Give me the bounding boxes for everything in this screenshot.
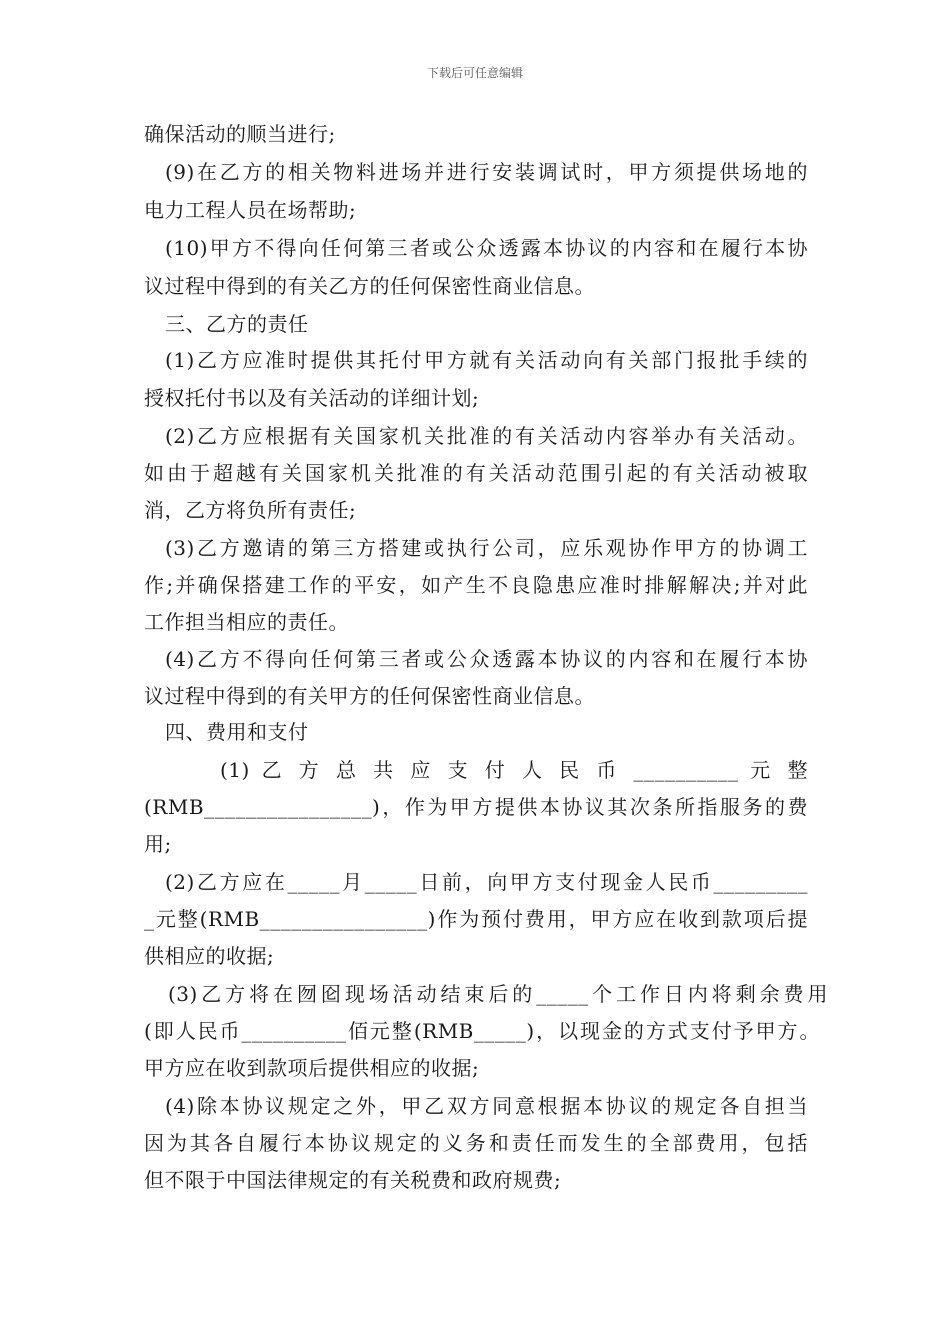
- text-line: 议过程中得到的有关甲方的任何保密性商业信息。: [144, 684, 595, 708]
- text-line: 用;: [144, 832, 172, 856]
- text-line: _元整(RMB________________)作为预付费用，甲方应在收到款项后提: [144, 907, 808, 931]
- text-line: 电力工程人员在场帮助;: [144, 198, 357, 222]
- text-line: (RMB________________)，作为甲方提供本协议其次条所指服务的费: [144, 795, 808, 819]
- text-line: (2)乙方应在_____月_____日前，向甲方支付现金人民币_________: [165, 870, 808, 894]
- text-line: (即人民币__________佰元整(RMB_____)，以现金的方式支付予甲方。: [144, 1019, 820, 1043]
- section-heading: 三、乙方的责任: [165, 312, 309, 336]
- text-line: 授权托付书以及有关活动的详细计划;: [144, 386, 480, 410]
- page-header: 下载后可任意编辑: [426, 66, 523, 80]
- section-heading: 四、费用和支付: [165, 720, 309, 744]
- text-line: (9)在乙方的相关物料进场并进行安装调试时，甲方须提供场地的: [165, 160, 808, 184]
- text-line: 因为其各自履行本协议规定的义务和责任而发生的全部费用，包括: [144, 1131, 808, 1155]
- text-line: (3)乙方邀请的第三方搭建或执行公司，应乐观协作甲方的协调工: [165, 536, 808, 560]
- text-line: 作;并确保搭建工作的平安，如产生不良隐患应准时排解解决;并对此: [144, 573, 808, 597]
- text-line: (4)除本协议规定之外，甲乙双方同意根据本协议的规定各自担当: [165, 1094, 808, 1118]
- text-line: (3)乙方将在囫囵现场活动结束后的_____个工作日内将剩余费用: [168, 982, 828, 1006]
- text-line: 工作担当相应的责任。: [144, 610, 349, 634]
- text-line: (1) 乙 方 总 共 应 支 付 人 民 币 __________ 元 整: [220, 758, 808, 782]
- text-line: 确保活动的顺当进行;: [144, 122, 336, 146]
- text-line: (1)乙方应准时提供其托付甲方就有关活动向有关部门报批手续的: [165, 348, 808, 372]
- text-line: 如由于超越有关国家机关批准的有关活动范围引起的有关活动被取: [144, 461, 808, 485]
- text-line: 甲方应在收到款项后提供相应的收据;: [144, 1056, 480, 1080]
- text-line: (4)乙方不得向任何第三者或公众透露本协议的内容和在履行本协: [165, 647, 808, 671]
- text-line: (10)甲方不得向任何第三者或公众透露本协议的内容和在履行本协: [165, 236, 808, 260]
- text-line: 议过程中得到的有关乙方的任何保密性商业信息。: [144, 274, 595, 298]
- text-line: (2)乙方应根据有关国家机关批准的有关活动内容举办有关活动。: [165, 424, 808, 448]
- text-line: 供相应的收据;: [144, 944, 275, 968]
- text-line: 但不限于中国法律规定的有关税费和政府规费;: [144, 1168, 562, 1192]
- text-line: 消，乙方将负所有责任;: [144, 498, 357, 522]
